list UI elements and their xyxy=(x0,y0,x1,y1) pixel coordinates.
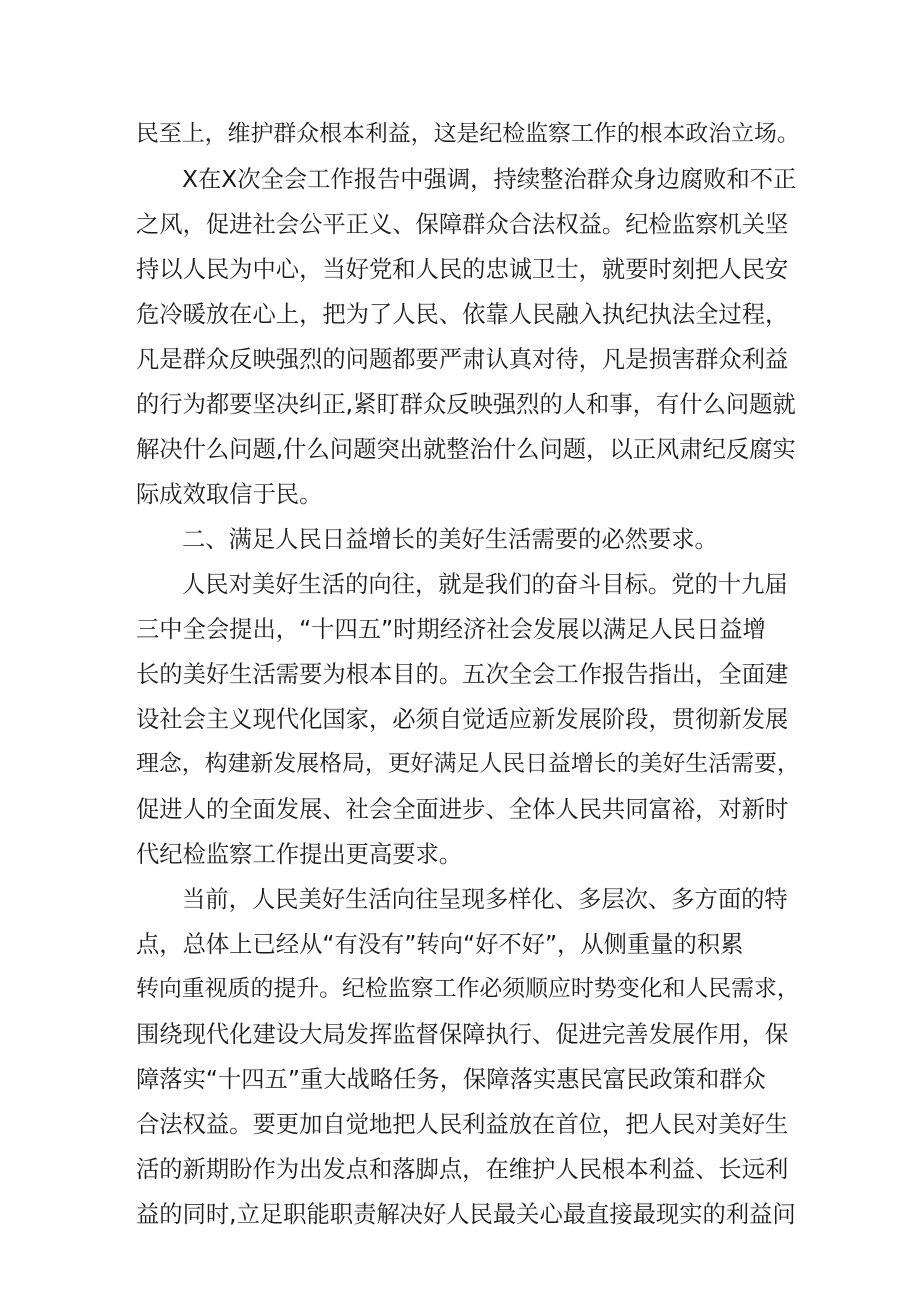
text-line: 理念，构建新发展格局，更好满足人民日益增长的美好生活需要， xyxy=(136,751,800,777)
text-line: 当前，人民美好生活向往呈现多样化、多层次、多方面的特 xyxy=(182,886,788,913)
text-line: 三中全会提出，“十四五”时期经济社会发展以满足人民日益增 xyxy=(136,616,766,643)
text-line: 解决什么问题,什么问题突出就整治什么问题，以正风肃纪反腐实 xyxy=(136,436,796,463)
text-line: 之风，促进社会公平正义、保障群众合法权益。纪检监察机关坚 xyxy=(136,211,789,238)
text-line: 凡是群众反映强烈的问题都要严肃认真对待，凡是损害群众利益 xyxy=(136,346,789,373)
text-line: X在X次全会工作报告中强调，持续整治群众身边腐败和不正 xyxy=(182,166,797,193)
text-line: 二、满足人民日益增长的美好生活需要的必然要求。 xyxy=(182,526,718,553)
text-line: 人民对美好生活的向往，就是我们的奋斗目标。党的十九届 xyxy=(182,571,788,598)
text-line: 长的美好生活需要为根本目的。五次全会工作报告指出，全面建 xyxy=(136,661,789,688)
text-line: 民至上，维护群众根本利益，这是纪检监察工作的根本政治立场。 xyxy=(136,121,800,147)
text-line: 的行为都要坚决纠正,紧盯群众反映强烈的人和事，有什么问题就 xyxy=(136,391,796,418)
text-line: 转向重视质的提升。纪检监察工作必须顺应时势变化和人民需求， xyxy=(136,976,800,1002)
text-line: 围绕现代化建设大局发挥监督保障执行、促进完善发展作用，保 xyxy=(136,1021,789,1048)
text-line: 点，总体上已经从“有没有”转向“好不好”，从侧重量的积累 xyxy=(136,931,744,958)
text-line: 际成效取信于民。 xyxy=(136,481,323,508)
text-line: 促进人的全面发展、社会全面进步、全体人民共同富裕，对新时 xyxy=(136,796,789,823)
text-line: 代纪检监察工作提出更高要求。 xyxy=(136,841,463,868)
text-line: 活的新期盼作为出发点和落脚点，在维护人民根本利益、长远利 xyxy=(136,1156,789,1183)
document-body xyxy=(136,112,800,1237)
text-line: 合法权益。要更加自觉地把人民利益放在首位，把人民对美好生 xyxy=(136,1111,789,1138)
text-line: 设社会主义现代化国家，必须自觉适应新发展阶段，贯彻新发展 xyxy=(136,706,789,733)
text-line: 危冷暖放在心上，把为了人民、依靠人民融入执纪执法全过程， xyxy=(136,301,789,328)
text-line: 障落实“十四五”重大战略任务，保障落实惠民富民政策和群众 xyxy=(136,1066,766,1093)
text-line: 益的同时,立足职能职责解决好人民最关心最直接最现实的利益问 xyxy=(136,1201,796,1228)
text-line: 持以人民为中心，当好党和人民的忠诚卫士，就要时刻把人民安 xyxy=(136,256,789,283)
